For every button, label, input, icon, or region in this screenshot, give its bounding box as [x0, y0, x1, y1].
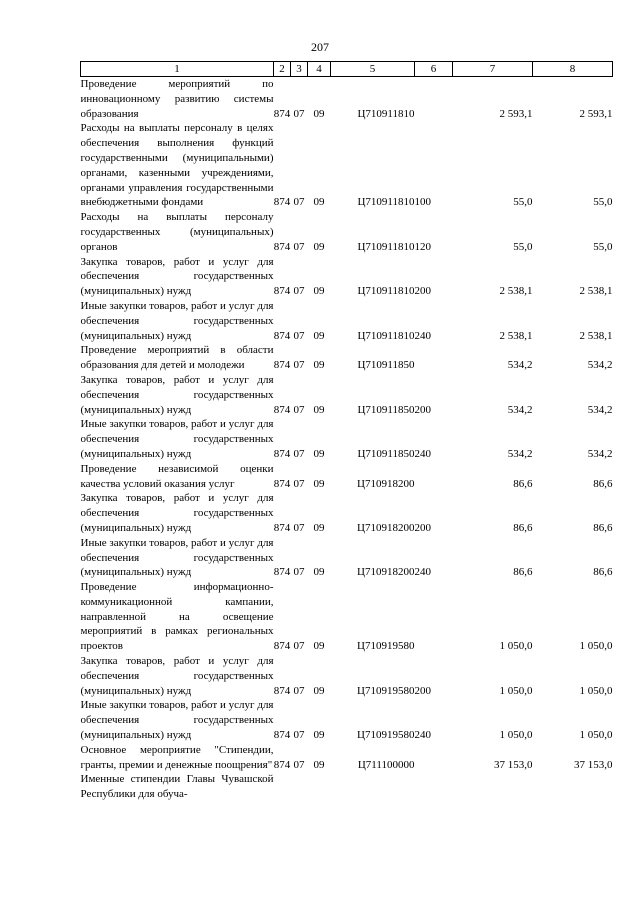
expense-type-cell: 100 [414, 196, 431, 209]
expense-type-cell: 120 [414, 240, 431, 253]
expense-type-cell: 240 [414, 729, 431, 742]
target-article-cell: Ц710911850 [357, 447, 415, 460]
table-row [81, 743, 613, 773]
column-header: 6 [415, 62, 453, 77]
target-article-cell: Ц710918200 [357, 521, 415, 534]
row-name-cell: Иные закупки товаров, работ и услуг для обеспечения государственных (муниципальных) нужд [80, 418, 274, 460]
table-row [81, 373, 613, 417]
column-header: 7 [453, 62, 533, 77]
amount-cell: 534,2 [507, 403, 533, 416]
section-cell: 07 [293, 477, 305, 490]
amount-cell: 1 050,0 [579, 640, 613, 653]
subsection-cell: 09 [313, 684, 325, 697]
amount-cell: 534,2 [507, 447, 533, 460]
column-header: 3 [291, 62, 308, 77]
amount-cell: 2 538,1 [499, 329, 533, 342]
expense-type-cell [415, 580, 453, 654]
amount-cell: 1 050,0 [499, 729, 533, 742]
subsection-cell: 09 [313, 729, 325, 742]
table-row [81, 121, 613, 210]
subsection-cell: 09 [313, 477, 325, 490]
subsection-cell: 09 [313, 640, 325, 653]
section-cell: 07 [293, 196, 305, 209]
target-article-cell: Ц710911850 [357, 403, 415, 416]
table-row [81, 299, 613, 343]
amount-cell: 86,6 [593, 521, 613, 534]
section-cell: 07 [293, 684, 305, 697]
expense-type-cell: 240 [414, 447, 431, 460]
row-name-cell: Закупка товаров, работ и услуг для обеспечения государственных (муниципальных) нужд [80, 255, 274, 298]
amount-cell: 2 593,1 [579, 107, 613, 120]
section-cell: 07 [293, 359, 305, 372]
expense-type-cell [415, 77, 453, 122]
subsection-cell [308, 772, 331, 802]
budget-table [80, 61, 613, 802]
target-article-cell: Ц710911810 [357, 329, 415, 342]
table-row [81, 698, 613, 742]
target-article-cell: Ц710911810 [357, 240, 415, 253]
amount-cell: 1 050,0 [499, 684, 533, 697]
row-name-cell: Расходы на выплаты персоналу в целях обеспечения выполнения функций государственными (муниципальными) органами, казенными учреждениями, органами управления государственными внебюджетными фондами [80, 122, 274, 209]
expense-type-cell: 200 [414, 285, 431, 298]
section-cell: 07 [293, 107, 305, 120]
expense-type-cell: 240 [414, 329, 431, 342]
subsection-cell: 09 [313, 359, 325, 372]
target-article-cell: Ц711100000 [357, 758, 415, 771]
row-name-cell: Закупка товаров, работ и услуг для обеспечения государственных (муниципальных) нужд [80, 373, 274, 416]
page-number: 207 [311, 40, 329, 54]
row-name-cell: Иные закупки товаров, работ и услуг для обеспечения государственных (муниципальных) нужд [80, 299, 274, 342]
subsection-cell: 09 [313, 329, 325, 342]
target-article-cell: Ц710918200 [357, 566, 415, 579]
admin-code-cell: 874 [273, 285, 291, 298]
section-cell: 07 [293, 729, 305, 742]
amount-cell: 1 050,0 [499, 640, 533, 653]
amount-cell: 55,0 [513, 240, 533, 253]
table-row [81, 536, 613, 580]
admin-code-cell: 874 [273, 447, 291, 460]
table-row [81, 210, 613, 254]
subsection-cell: 09 [313, 447, 325, 460]
amount-cell: 2 538,1 [579, 329, 613, 342]
target-article-cell: Ц710911810 [357, 196, 415, 209]
admin-code-cell: 874 [273, 729, 291, 742]
column-header: 4 [308, 62, 331, 77]
amount-cell: 534,2 [507, 359, 533, 372]
row-name-cell: Проведение мероприятий в области образования для детей и молодежи [80, 344, 274, 372]
table-row [81, 255, 613, 299]
amount-cell: 2 538,1 [499, 285, 533, 298]
admin-code-cell: 874 [273, 566, 291, 579]
subsection-cell: 09 [313, 196, 325, 209]
section-cell [291, 772, 308, 802]
admin-code-cell [274, 772, 291, 802]
target-article-cell: Ц710911810 [357, 285, 415, 298]
amount-cell: 55,0 [593, 240, 613, 253]
amount-cell: 37 153,0 [574, 758, 613, 771]
amount-cell: 37 153,0 [494, 758, 533, 771]
table-row [81, 491, 613, 535]
row-name-cell: Основное мероприятие "Стипендии, гранты, премии и денежные поощрения" [80, 743, 274, 771]
admin-code-cell: 874 [273, 640, 291, 653]
expense-type-cell: 200 [414, 403, 431, 416]
admin-code-cell: 874 [273, 329, 291, 342]
amount-cell: 86,6 [513, 521, 533, 534]
admin-code-cell: 874 [273, 684, 291, 697]
expense-type-cell: 200 [414, 521, 431, 534]
target-article-cell: Ц710919580 [357, 640, 415, 653]
amount-cell: 2 593,1 [499, 107, 533, 120]
expense-type-cell [415, 772, 453, 802]
amount-cell: 86,6 [593, 477, 613, 490]
section-cell: 07 [293, 640, 305, 653]
amount-cell: 55,0 [513, 196, 533, 209]
admin-code-cell: 874 [273, 758, 291, 771]
row-name-cell: Закупка товаров, работ и услуг для обеспечения государственных (муниципальных) нужд [80, 655, 274, 697]
subsection-cell: 09 [313, 758, 325, 771]
subsection-cell: 09 [313, 566, 325, 579]
table-row [81, 417, 613, 461]
column-header: 8 [533, 62, 613, 77]
section-cell: 07 [293, 758, 305, 771]
row-name-cell: Именные стипендии Главы Чувашской Республики для обуча- [80, 773, 274, 801]
subsection-cell: 09 [313, 107, 325, 120]
section-cell: 07 [293, 447, 305, 460]
row-name-cell: Проведение мероприятий по инновационному развитию системы образования [80, 78, 274, 120]
table-body [81, 77, 613, 803]
admin-code-cell: 874 [273, 240, 291, 253]
target-article-cell [331, 772, 415, 802]
expense-type-cell [415, 343, 453, 373]
section-cell: 07 [293, 566, 305, 579]
subsection-cell: 09 [313, 521, 325, 534]
section-cell: 07 [293, 521, 305, 534]
table-row [81, 772, 613, 802]
admin-code-cell: 874 [273, 359, 291, 372]
admin-code-cell: 874 [273, 196, 291, 209]
target-article-cell: Ц710918200 [357, 477, 415, 490]
row-name-cell: Закупка товаров, работ и услуг для обеспечения государственных (муниципальных) нужд [80, 492, 274, 534]
target-article-cell: Ц710911810 [357, 107, 415, 120]
column-header: 2 [274, 62, 291, 77]
amount-cell: 86,6 [513, 566, 533, 579]
row-name-cell: Расходы на выплаты персоналу государственных (муниципальных) органов [80, 211, 274, 253]
amount-cell [533, 772, 613, 802]
subsection-cell: 09 [313, 240, 325, 253]
subsection-cell: 09 [313, 285, 325, 298]
table-row [81, 654, 613, 698]
amount-cell: 2 538,1 [579, 285, 613, 298]
section-cell: 07 [293, 329, 305, 342]
row-name-cell: Проведение информационно-коммуникационной кампании, направленной на освещение мероприятий в рамках региональных проектов [80, 581, 274, 653]
target-article-cell: Ц710911850 [357, 359, 415, 372]
expense-type-cell: 200 [414, 684, 431, 697]
table-row [81, 462, 613, 492]
target-article-cell: Ц710919580 [357, 684, 415, 697]
section-cell: 07 [293, 403, 305, 416]
amount-cell: 86,6 [593, 566, 613, 579]
subsection-cell: 09 [313, 403, 325, 416]
section-cell: 07 [293, 240, 305, 253]
expense-type-cell: 240 [414, 566, 431, 579]
amount-cell: 534,2 [587, 403, 613, 416]
amount-cell: 534,2 [587, 359, 613, 372]
column-header: 5 [331, 62, 415, 77]
amount-cell [453, 772, 533, 802]
admin-code-cell: 874 [273, 107, 291, 120]
amount-cell: 86,6 [513, 477, 533, 490]
amount-cell: 55,0 [593, 196, 613, 209]
column-header: 1 [81, 62, 274, 77]
expense-type-cell [415, 462, 453, 492]
amount-cell: 1 050,0 [579, 684, 613, 697]
table-row [81, 343, 613, 373]
header-row [81, 62, 613, 77]
target-article-cell: Ц710919580 [357, 729, 415, 742]
admin-code-cell: 874 [273, 477, 291, 490]
amount-cell: 1 050,0 [579, 729, 613, 742]
row-name-cell: Иные закупки товаров, работ и услуг для обеспечения государственных (муниципальных) нужд [80, 536, 274, 579]
amount-cell: 534,2 [587, 447, 613, 460]
row-name-cell: Иные закупки товаров, работ и услуг для обеспечения государственных (муниципальных) нужд [80, 699, 274, 742]
table-row [81, 77, 613, 122]
row-name-cell: Проведение независимой оценки качества условий оказания услуг [80, 462, 274, 490]
section-cell: 07 [293, 285, 305, 298]
table-row [81, 580, 613, 654]
admin-code-cell: 874 [273, 403, 291, 416]
admin-code-cell: 874 [273, 521, 291, 534]
expense-type-cell [415, 743, 453, 773]
